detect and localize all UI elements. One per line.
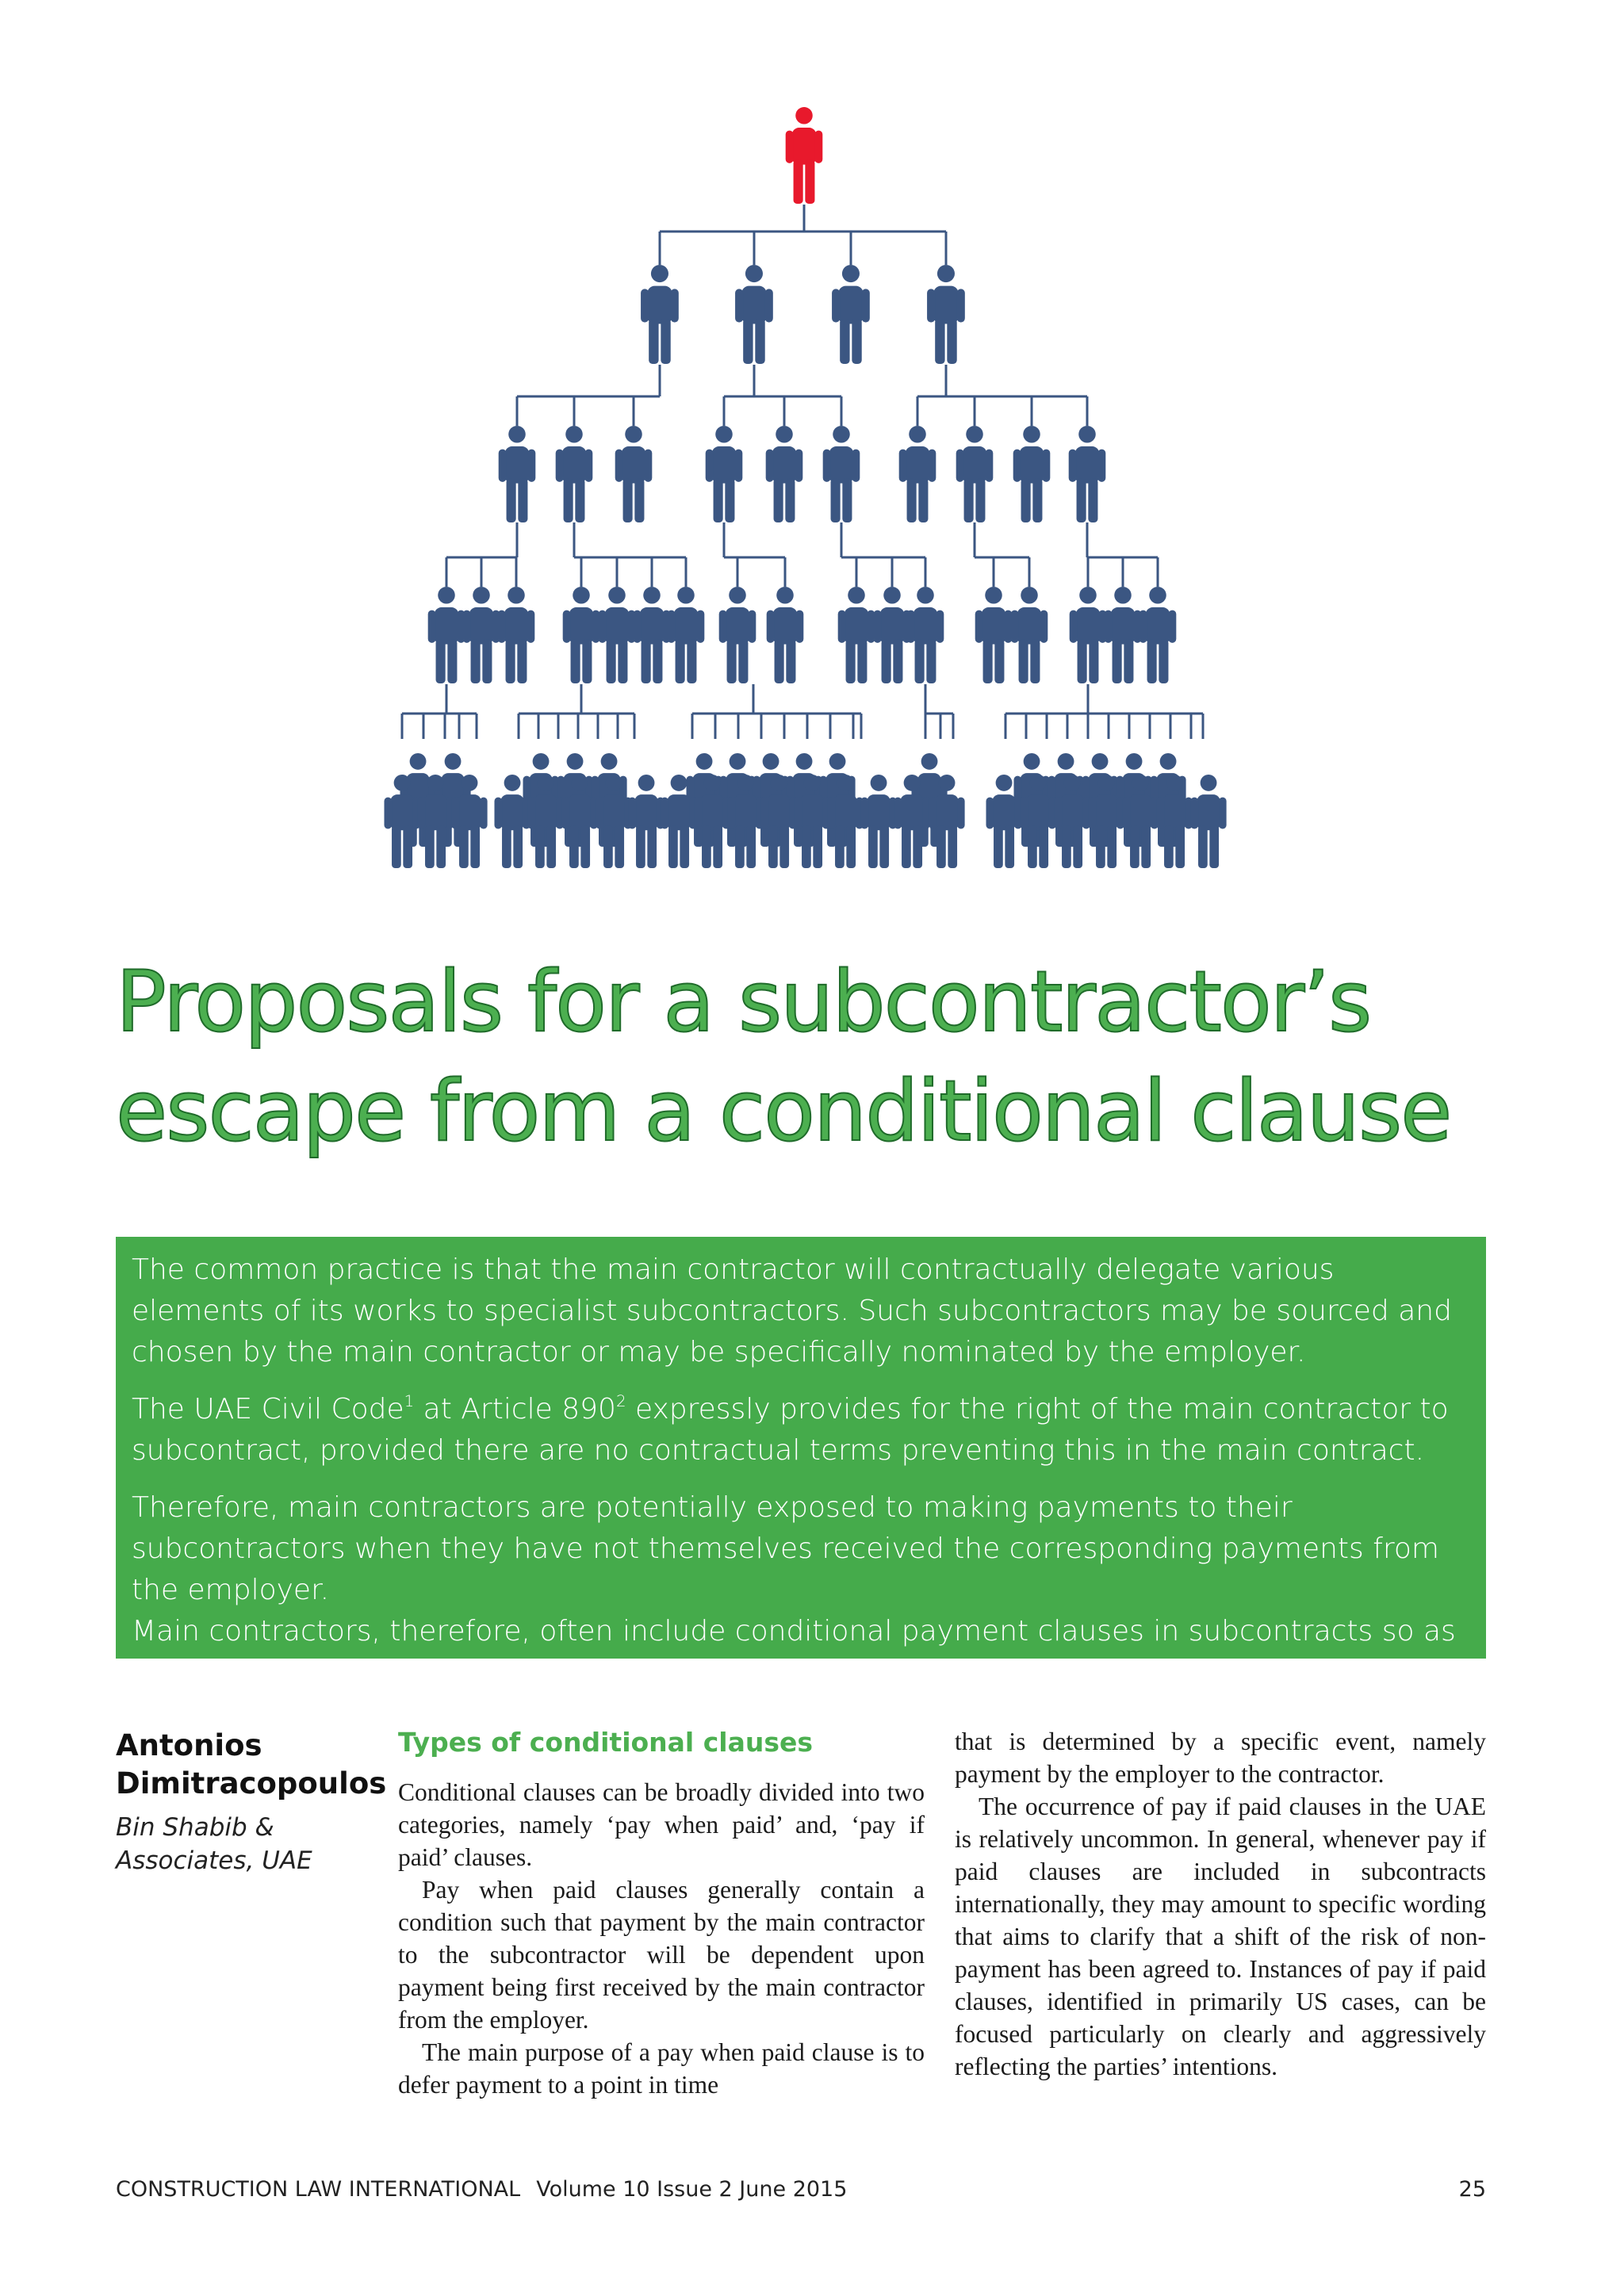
person-icon (766, 426, 803, 522)
person-icon (668, 587, 705, 683)
section-heading: Types of conditional clauses (398, 1727, 814, 1758)
crowd-person-icon (1190, 775, 1226, 868)
title-line-2: escape from a conditional clause (116, 1062, 1451, 1160)
author-block (116, 1727, 387, 1877)
body-paragraph: that is determined by a specific event, namely payment by the employer to the contractor. (955, 1728, 1486, 1788)
person-icon (975, 587, 1013, 683)
author-name: Antonios Dimitracopoulos (116, 1728, 387, 1800)
footer-publication: CONSTRUCTION LAW INTERNATIONAL Volume 10 Issue 2 June 2015 (116, 2177, 848, 2202)
crowd-person-icon (628, 775, 664, 868)
hierarchy-people (384, 107, 1226, 868)
intro-paragraph-2: The UAE Civil Code$^1$ at Article $890^2$ expressly provides for the right of the main contractor to subcontract, provided there are no contractual terms preventing this in the main contract. (132, 1392, 1449, 1467)
person-icon (956, 426, 994, 522)
person-icon (556, 426, 593, 522)
person-icon (823, 426, 860, 522)
person-icon (735, 265, 773, 364)
footer-issue: Volume 10 Issue 2 June 2015 (536, 2177, 848, 2202)
author-affiliation: Bin Shabib & Associates, UAE (116, 1813, 312, 1875)
person-icon (634, 587, 671, 683)
body-paragraph: Pay when paid clauses generally contain a condition such that payment by the main contractor to the subcontractor will be dependent upon payment being first received by the main contractor from the employer. (398, 1876, 925, 2034)
person-icon (641, 265, 679, 364)
person-icon (1139, 587, 1177, 683)
person-icon (563, 587, 600, 683)
person-icon (719, 587, 756, 683)
page-number: 25 (1458, 2177, 1486, 2202)
org-hierarchy-figure (0, 0, 1624, 888)
intro-standfirst-box (116, 1237, 1486, 1689)
body-column-1 (398, 1725, 925, 2101)
body-paragraph: The occurrence of pay if paid clauses in the UAE is relatively uncommon. In general, whenever pay if paid clauses are included in subcontracts internationally, they may amount to specific wording that aims to clarify that a shift of the risk of non-payment has been agreed to. Instances of pay if paid clauses, identified in primarily US cases, can be focused particularly on clearly and aggressively reflecting the parties’ intentions. (955, 1793, 1486, 2080)
intro-paragraph-1: The common practice is that the main contractor will contractually delegate various elements of its works to specialist subcontractors. Such subcontractors may be sourced and chosen by the main contractor or may be specifically nominated by the employer. (132, 1253, 1452, 1368)
person-icon (1013, 426, 1051, 522)
person-icon (874, 587, 911, 683)
person-icon (1070, 587, 1107, 683)
person-icon (499, 426, 536, 522)
person-icon (428, 587, 465, 683)
person-icon (706, 426, 743, 522)
body-paragraph: The main purpose of a pay when paid clause is to defer payment to a point in time (398, 2038, 925, 2099)
person-icon (1105, 587, 1142, 683)
person-icon (767, 587, 804, 683)
top-manager-icon (786, 107, 823, 204)
footnote-ref-2: 2 (615, 1392, 626, 1411)
intro-paragraph-3: Therefore, main contractors are potentially exposed to making payments to their subcontractors when they have not themselves received the corresponding payments from the employer. (132, 1491, 1440, 1606)
crowd-person-icon (860, 775, 896, 868)
body-paragraph: Conditional clauses can be broadly divided into two categories, namely ‘pay when paid’ and, ‘pay if paid’ clauses. (398, 1778, 925, 1871)
page-footer (116, 2177, 1486, 2209)
person-icon (832, 265, 870, 364)
person-icon (838, 587, 875, 683)
body-column-2 (955, 1725, 1486, 2083)
person-icon (899, 426, 936, 522)
person-icon (463, 587, 500, 683)
person-icon (599, 587, 636, 683)
person-icon (907, 587, 944, 683)
title-line-1: Proposals for a subcontractor’s (116, 953, 1371, 1050)
article-title (116, 947, 1543, 1166)
footnote-ref-1: 1 (404, 1392, 415, 1411)
person-icon (615, 426, 653, 522)
person-icon (1011, 587, 1048, 683)
person-icon (498, 587, 535, 683)
intro-paragraph-4: Main contractors, therefore, often include conditional payment clauses in subcontracts so as to confer payment related risks onto the subcontractor. (132, 1615, 1456, 1689)
person-icon (1069, 426, 1106, 522)
person-icon (927, 265, 965, 364)
